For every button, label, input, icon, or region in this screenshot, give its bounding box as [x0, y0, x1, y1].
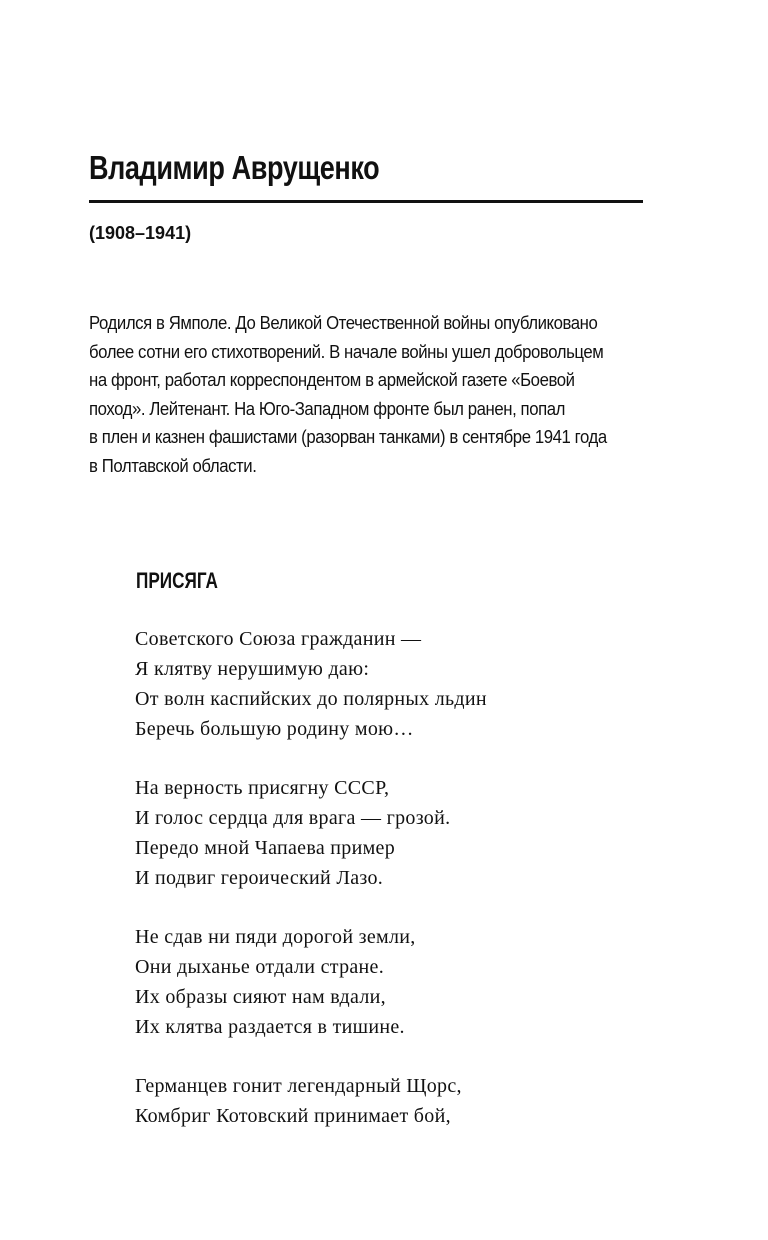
stanza-1	[135, 624, 635, 744]
verse-line: Их образы сияют нам вдали,	[135, 986, 386, 1008]
biography-line: Родился в Ямполе. До Великой Отечественной войны опубликовано	[89, 313, 598, 333]
verse-line: Они дыханье отдали стране.	[135, 956, 385, 978]
verse-line: От волн каспийских до полярных льдин	[135, 688, 487, 710]
verse-line: Передо мной Чапаева пример	[135, 837, 396, 859]
verse-line: Комбриг Котовский принимает бой,	[135, 1105, 451, 1127]
poem-body	[135, 624, 635, 1160]
verse-line: И подвиг героический Лазо.	[135, 867, 384, 889]
verse-line: Советского Союза гражданин —	[135, 628, 422, 650]
verse-line: Их клятва раздается в тишине.	[135, 1016, 405, 1038]
biography-line: в плен и казнен фашистами (разорван танками) в сентябре 1941 года	[89, 427, 607, 448]
author-name: Владимир Аврущенко	[89, 149, 380, 186]
verse-line: Германцев гонит легендарный Щорс,	[135, 1075, 462, 1097]
stanza-4	[135, 1071, 635, 1131]
stanza-2	[135, 773, 635, 893]
biography-line: более сотни его стихотворений. В начале войны ушел добровольцем	[89, 341, 604, 362]
heading-rule	[89, 200, 643, 203]
biography-line: поход». Лейтенант. На Юго-Западном фронте был ранен, попал	[89, 398, 565, 419]
verse-line: Беречь большую родину мою…	[135, 718, 414, 740]
biography-line: на фронт, работал корреспондентом в армейской газете «Боевой	[89, 370, 575, 391]
author-years: (1908–1941)	[89, 223, 192, 243]
verse-line: На верность присягну СССР,	[135, 777, 390, 799]
verse-line: Не сдав ни пяди дорогой земли,	[135, 926, 416, 948]
verse-line: И голос сердца для врага — грозой.	[135, 807, 451, 829]
poem-title: ПРИСЯГА	[136, 568, 218, 593]
stanza-3	[135, 922, 635, 1042]
biography-line: в Полтавской области.	[89, 455, 257, 476]
biography	[89, 309, 643, 481]
verse-line: Я клятву нерушимую даю:	[135, 658, 370, 680]
